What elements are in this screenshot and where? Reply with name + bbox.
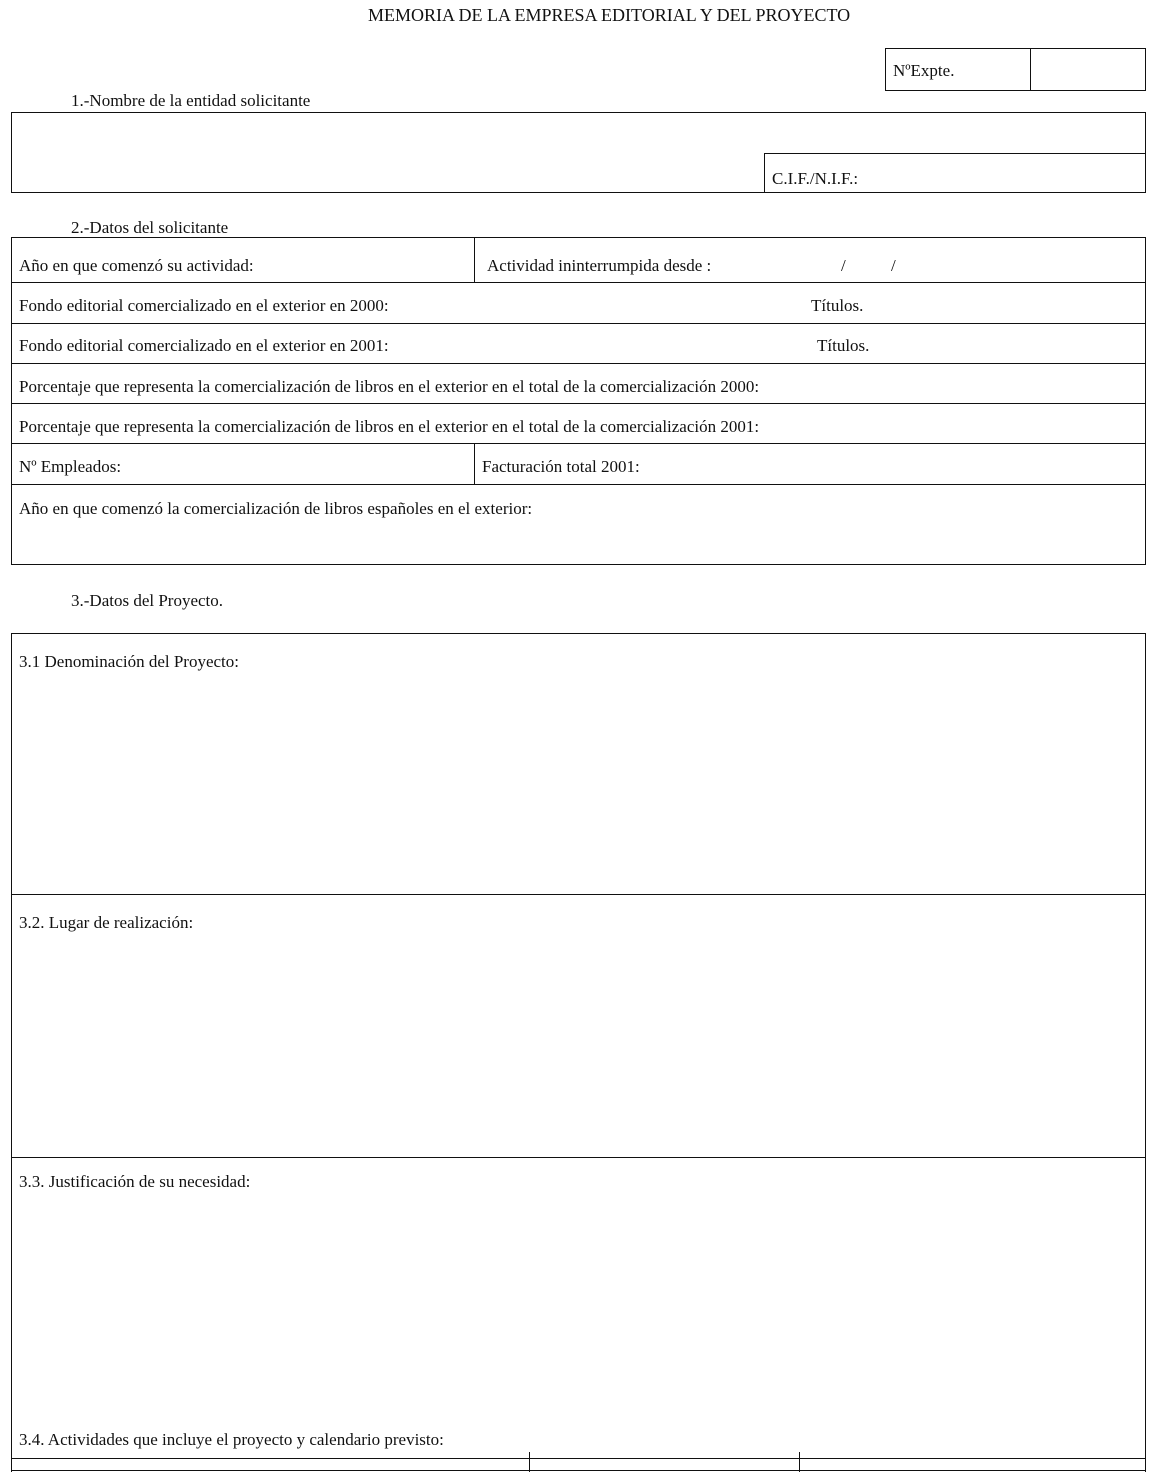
actividad-ininterrumpida-label: Actividad ininterrumpida desde : — [487, 256, 712, 275]
denominacion-label: 3.1 Denominación del Proyecto: — [19, 652, 240, 671]
cif-label: C.I.F./N.I.F.: — [772, 169, 859, 188]
facturacion-label: Facturación total 2001: — [482, 457, 640, 476]
section2-heading: 2.-Datos del solicitante — [71, 218, 229, 237]
expediente-field[interactable] — [1033, 50, 1143, 88]
actividades-label: 3.4. Actividades que incluye el proyecto y calendario previsto: — [19, 1430, 444, 1449]
lugar-label: 3.2. Lugar de realización: — [19, 913, 194, 932]
anio-comercializacion-label: Año en que comenzó la comercialización de libros españoles en el exterior: — [19, 499, 533, 518]
entity-name-field[interactable] — [14, 115, 759, 190]
empleados-label: Nº Empleados: — [19, 457, 122, 476]
anio-actividad-label: Año en que comenzó su actividad: — [19, 256, 254, 275]
titulos-2000-label: Títulos. — [811, 296, 864, 315]
date-separator: / — [891, 256, 896, 275]
porcentaje-2000-label: Porcentaje que representa la comercialización de libros en el exterior en el total de la comercialización 2000: — [19, 377, 760, 396]
porcentaje-2001-label: Porcentaje que representa la comercialización de libros en el exterior en el total de la comercialización 2001: — [19, 417, 760, 436]
titulos-2001-label: Títulos. — [817, 336, 870, 355]
justificacion-label: 3.3. Justificación de su necesidad: — [19, 1172, 251, 1191]
expediente-label: NºExpte. — [893, 61, 955, 80]
fondo-2001-label: Fondo editorial comercializado en el exterior en 2001: — [19, 336, 389, 355]
proyecto-table — [11, 633, 1146, 1459]
date-separator: / — [841, 256, 846, 275]
fondo-2000-label: Fondo editorial comercializado en el exterior en 2000: — [19, 296, 389, 315]
document-title: MEMORIA DE LA EMPRESA EDITORIAL Y DEL PROYECTO — [368, 5, 851, 25]
section1-heading: 1.-Nombre de la entidad solicitante — [71, 91, 311, 110]
cif-field[interactable] — [910, 156, 1140, 190]
section3-heading: 3.-Datos del Proyecto. — [71, 591, 224, 610]
